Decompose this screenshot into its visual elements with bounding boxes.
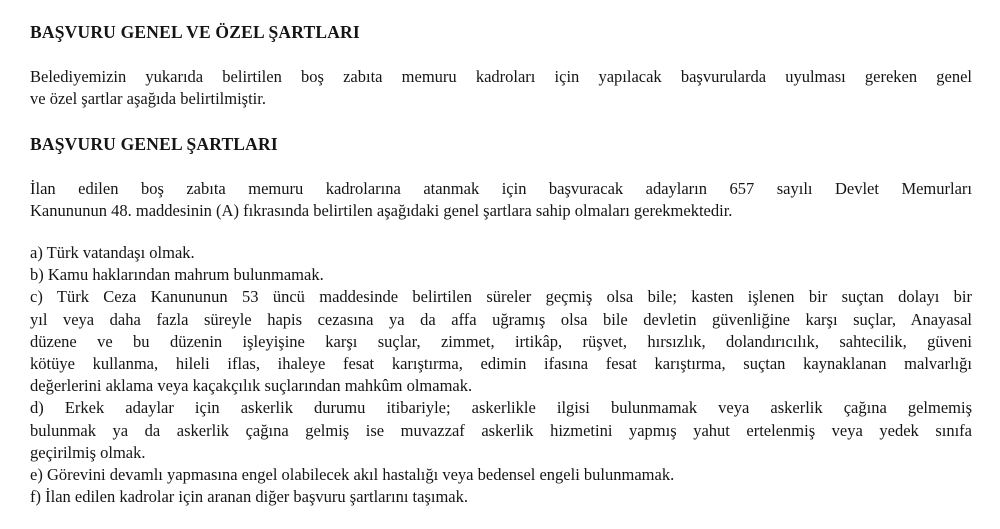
condition-d-line-2: bulunmak ya da askerlik çağına gelmiş ise muvazzaf askerlik hizmetini yapmış yahut ertelenmiş veya yedek sınıfa (30, 420, 972, 440)
intro-line-1: Belediyemizin yukarıda belirtilen boş zabıta memuru kadroları için yapılacak başvurularda uyulması gereken genel (30, 67, 972, 86)
condition-c-line-2: yıl veya daha fazla süreyle hapis cezasına ya da affa uğramış olsa bile devletin güvenliğine karşı suçlar, Anayasal (30, 309, 972, 329)
intro-line-2: ve özel şartlar aşağıda belirtilmiştir. (30, 89, 266, 108)
condition-d (30, 397, 972, 464)
condition-b: b) Kamu haklarından mahrum bulunmamak. (30, 265, 324, 285)
general-conditions-heading: BAŞVURU GENEL ŞARTLARI (30, 134, 278, 154)
intro-paragraph (30, 66, 972, 110)
main-heading: BAŞVURU GENEL VE ÖZEL ŞARTLARI (30, 22, 360, 42)
condition-c-line-5: değerlerini aklama veya kaçakçılık suçlarından mahkûm olmamak. (30, 376, 473, 396)
general-intro-line-2: Kanununun 48. maddesinin (A) fıkrasında belirtilen aşağıdaki genel şartlara sahip olmaları gerekmektedir. (30, 201, 733, 220)
general-intro-line-1: İlan edilen boş zabıta memuru kadrolarına atanmak için başvuracak adayların 657 sayılı Devlet Memurları (30, 179, 972, 198)
condition-a: a) Türk vatandaşı olmak. (30, 243, 195, 262)
general-intro-paragraph (30, 178, 972, 222)
condition-c-line-4: kötüye kullanma, hileli iflas, ihaleye fesat karıştırma, edimin ifasına fesat karıştırma, suçtan kaynaklanan malvarlığı (30, 354, 972, 374)
condition-c-line-3: düzene ve bu düzenin işleyişine karşı suçlar, zimmet, irtikâp, rüşvet, hırsızlık, dolandırıcılık, sahtecilik, güveni (30, 331, 972, 351)
condition-e: e) Görevini devamlı yapmasına engel olabilecek akıl hastalığı veya bedensel engeli bulunmamak. (30, 465, 675, 485)
condition-f: f) İlan edilen kadrolar için aranan diğer başvuru şartlarını taşımak. (30, 487, 468, 507)
conditions-list (30, 242, 972, 508)
condition-d-line-3: geçirilmiş olmak. (30, 442, 146, 462)
condition-d-line-1: d) Erkek adaylar için askerlik durumu itibariyle; askerlikle ilgisi bulunmamak veya askerlik çağına gelmemiş (30, 398, 972, 418)
condition-c-line-1: c) Türk Ceza Kanununun 53 üncü maddesinde belirtilen süreler geçmiş olsa bile; kasten işlenen bir suçtan dolayı bir (30, 287, 972, 307)
condition-c (30, 286, 972, 397)
